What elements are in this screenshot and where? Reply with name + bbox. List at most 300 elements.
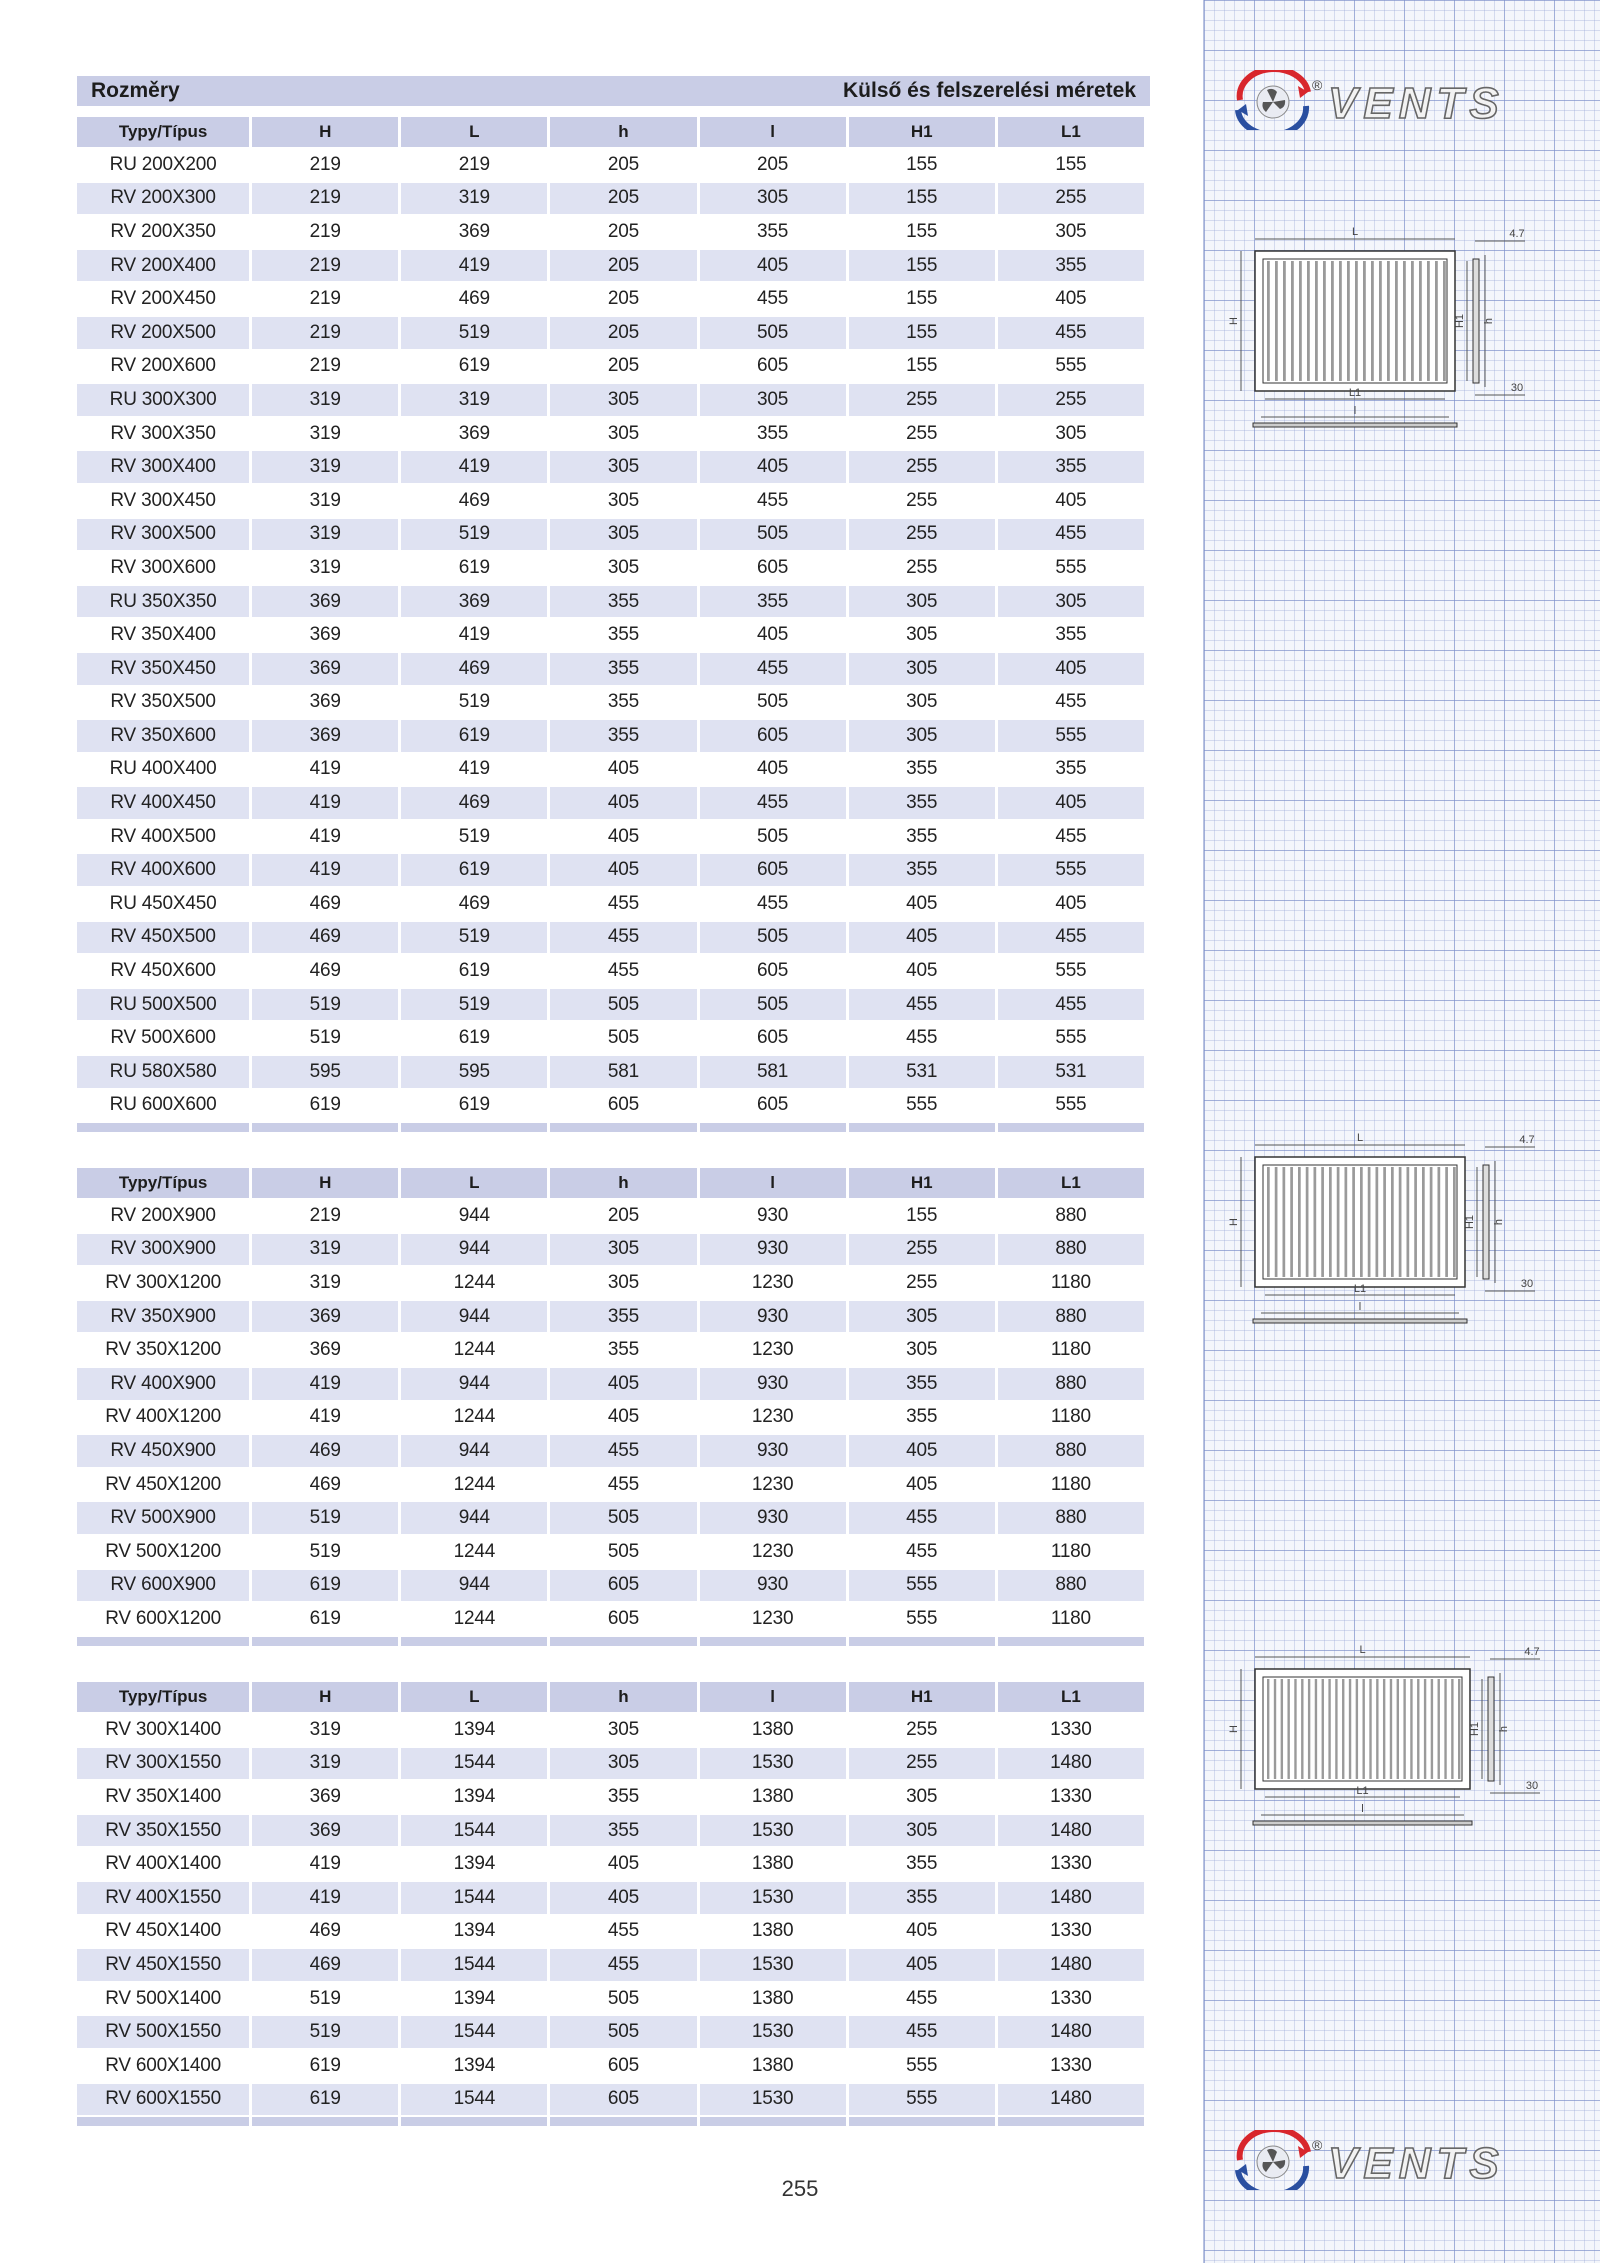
value-cell: 505 xyxy=(700,519,846,551)
table-row xyxy=(77,216,1144,248)
value-cell: 469 xyxy=(309,1473,341,1495)
value-cell: 355 xyxy=(1055,758,1087,780)
dimension-label: L xyxy=(1356,1133,1364,1144)
dimension-label: L1 xyxy=(1353,1283,1367,1295)
model-cell: RV 450X600 xyxy=(110,960,216,982)
table-row xyxy=(77,955,1144,987)
table-row xyxy=(77,1402,1144,1434)
grille-slat xyxy=(1444,1679,1446,1779)
value-cell: 319 xyxy=(309,1271,341,1293)
value-cell: 1480 xyxy=(998,1882,1144,1914)
value-cell: 355 xyxy=(550,1301,696,1333)
value-cell: 605 xyxy=(607,1094,640,1116)
value-cell: 319 xyxy=(309,489,341,511)
value-cell: 944 xyxy=(401,1435,547,1467)
model-cell: RV 300X400 xyxy=(77,451,249,483)
value-cell: 155 xyxy=(906,288,938,310)
brand-wordmark: VENTS xyxy=(1328,2139,1505,2188)
table-row xyxy=(77,687,1144,719)
grille-slat xyxy=(1331,261,1334,381)
value-cell: 1180 xyxy=(1050,1271,1091,1293)
value-cell: 1244 xyxy=(453,1473,496,1495)
value-cell: 1180 xyxy=(1050,1473,1091,1495)
value-cell: 419 xyxy=(252,1368,398,1400)
table-row xyxy=(77,720,1144,752)
value-cell: 305 xyxy=(550,451,696,483)
footer-cell xyxy=(700,2117,846,2126)
value-cell: 455 xyxy=(849,1502,995,1534)
grille-drawing-3 xyxy=(1215,1645,1565,1865)
dimension-label: l xyxy=(1353,405,1357,417)
dimension-label: h xyxy=(1483,317,1495,325)
value-cell: 455 xyxy=(757,892,789,914)
value-cell: 455 xyxy=(998,317,1144,349)
value-cell: 305 xyxy=(1055,220,1087,242)
grille-slat xyxy=(1301,1679,1303,1779)
value-cell: 369 xyxy=(252,1815,398,1847)
value-cell: 405 xyxy=(1055,288,1087,310)
value-cell: 305 xyxy=(849,720,995,752)
value-cell: 455 xyxy=(550,1435,696,1467)
value-cell: 255 xyxy=(849,384,995,416)
value-cell: 605 xyxy=(757,1027,789,1049)
table-row xyxy=(77,250,1144,282)
value-cell: 405 xyxy=(906,892,938,914)
value-cell: 1394 xyxy=(453,1785,496,1807)
table-row xyxy=(77,619,1144,651)
value-cell: 405 xyxy=(757,624,789,646)
dimension-label: 30 xyxy=(1525,1780,1539,1792)
value-cell: 555 xyxy=(1055,1094,1087,1116)
value-cell: 355 xyxy=(607,691,640,713)
value-cell: 531 xyxy=(998,1056,1144,1088)
table-row xyxy=(77,1603,1144,1635)
model-cell: RV 400X450 xyxy=(77,787,249,819)
value-cell: 255 xyxy=(906,556,938,578)
value-cell: 205 xyxy=(607,153,640,175)
footer-cell xyxy=(700,1637,846,1646)
table-header-row xyxy=(77,117,1144,147)
grille-slat xyxy=(1379,261,1382,381)
value-cell: 219 xyxy=(252,317,398,349)
value-cell: 369 xyxy=(252,1301,398,1333)
grille-slat xyxy=(1329,1167,1332,1277)
value-cell: 880 xyxy=(998,1435,1144,1467)
grille-slat xyxy=(1438,1167,1441,1277)
value-cell: 555 xyxy=(998,854,1144,886)
dimension-label: H1 xyxy=(1469,1721,1481,1737)
grille-slat xyxy=(1383,1167,1386,1277)
value-cell: 419 xyxy=(458,624,490,646)
value-cell: 405 xyxy=(550,787,696,819)
value-cell: 355 xyxy=(607,624,640,646)
table-row xyxy=(77,1022,1144,1054)
value-cell: 555 xyxy=(1055,355,1087,377)
dimension-label: h xyxy=(1493,1218,1505,1226)
value-cell: 205 xyxy=(607,220,640,242)
value-cell: 155 xyxy=(906,153,938,175)
value-cell: 355 xyxy=(550,586,696,618)
value-cell: 355 xyxy=(849,1368,995,1400)
value-cell: 455 xyxy=(700,787,846,819)
grille-slat xyxy=(1345,1167,1348,1277)
value-cell: 155 xyxy=(906,1204,938,1226)
model-cell: RU 350X350 xyxy=(77,586,249,618)
value-cell: 405 xyxy=(849,922,995,954)
value-cell: 1530 xyxy=(700,2084,846,2116)
value-cell: 930 xyxy=(700,1368,846,1400)
value-cell: 405 xyxy=(906,1473,938,1495)
dimension-label: L1 xyxy=(1356,1785,1369,1797)
value-cell: 305 xyxy=(849,1301,995,1333)
value-cell: 405 xyxy=(607,1853,640,1875)
footer-cell xyxy=(550,1637,696,1646)
value-cell: 305 xyxy=(849,586,995,618)
value-cell: 369 xyxy=(252,653,398,685)
table-row xyxy=(77,519,1144,551)
grille-slat xyxy=(1411,261,1414,381)
model-cell: RV 600X1550 xyxy=(77,2084,249,2116)
value-cell: 469 xyxy=(309,960,341,982)
grille-slat xyxy=(1403,261,1406,381)
value-cell: 419 xyxy=(309,1406,341,1428)
value-cell: 405 xyxy=(849,1949,995,1981)
value-cell: 1330 xyxy=(1050,1920,1092,1942)
grille-slat xyxy=(1315,1679,1317,1779)
dimension-label: H xyxy=(1228,317,1240,325)
column-header: L xyxy=(401,1682,547,1712)
model-cell: RV 600X900 xyxy=(77,1570,249,1602)
value-cell: 1380 xyxy=(751,1987,794,2009)
value-cell: 355 xyxy=(607,1785,640,1807)
value-cell: 305 xyxy=(607,422,640,444)
value-cell: 1544 xyxy=(401,1949,547,1981)
value-cell: 455 xyxy=(757,288,789,310)
value-cell: 469 xyxy=(309,1920,341,1942)
value-cell: 455 xyxy=(550,922,696,954)
table-row xyxy=(77,1234,1144,1266)
value-cell: 355 xyxy=(757,422,789,444)
value-cell: 1544 xyxy=(401,2016,547,2048)
value-cell: 1394 xyxy=(453,2054,496,2076)
value-cell: 455 xyxy=(849,989,995,1021)
value-cell: 1180 xyxy=(1050,1339,1091,1361)
value-cell: 1480 xyxy=(998,1748,1144,1780)
value-cell: 505 xyxy=(607,1540,640,1562)
table-row xyxy=(77,418,1144,450)
column-header: Typy/Típus xyxy=(77,117,249,147)
column-header: l xyxy=(700,117,846,147)
value-cell: 469 xyxy=(252,1949,398,1981)
value-cell: 1544 xyxy=(401,1748,547,1780)
value-cell: 205 xyxy=(550,183,696,215)
value-cell: 1180 xyxy=(1050,1607,1091,1629)
footer-cell xyxy=(849,1637,995,1646)
dimension-label: H1 xyxy=(1454,313,1466,329)
value-cell: 455 xyxy=(700,653,846,685)
value-cell: 305 xyxy=(550,384,696,416)
table-row xyxy=(77,2050,1144,2082)
footer-cell xyxy=(700,1123,846,1132)
value-cell: 930 xyxy=(700,1301,846,1333)
value-cell: 930 xyxy=(700,1234,846,1266)
grille-slat xyxy=(1275,1167,1278,1277)
model-cell: RV 450X1400 xyxy=(105,1920,221,1942)
grille-slat xyxy=(1267,261,1270,381)
model-cell: RV 300X900 xyxy=(77,1234,249,1266)
grille-slat xyxy=(1371,261,1374,381)
value-cell: 405 xyxy=(700,250,846,282)
model-cell: RV 450X1550 xyxy=(77,1949,249,1981)
value-cell: 1244 xyxy=(453,1271,496,1293)
value-cell: 205 xyxy=(550,250,696,282)
value-cell: 469 xyxy=(309,892,341,914)
value-cell: 555 xyxy=(906,2054,938,2076)
grille-slat xyxy=(1267,1167,1270,1277)
footer-cell xyxy=(401,1637,547,1646)
value-cell: 1330 xyxy=(1050,1987,1092,2009)
grille-slat xyxy=(1291,261,1294,381)
value-cell: 944 xyxy=(401,1234,547,1266)
dimensions-table-3 xyxy=(74,1680,1147,2128)
table-row xyxy=(77,1469,1144,1501)
value-cell: 1230 xyxy=(751,1540,794,1562)
value-cell: 205 xyxy=(757,153,789,175)
grille-slat xyxy=(1328,1679,1330,1779)
value-cell: 619 xyxy=(458,1027,490,1049)
value-cell: 319 xyxy=(309,422,341,444)
table-row xyxy=(77,1916,1144,1948)
value-cell: 1530 xyxy=(700,2016,846,2048)
model-cell: RV 400X1400 xyxy=(105,1853,221,1875)
value-cell: 581 xyxy=(550,1056,696,1088)
value-cell: 1230 xyxy=(751,1473,794,1495)
grille-slat xyxy=(1438,1679,1440,1779)
table-row xyxy=(77,1056,1144,1088)
value-cell: 369 xyxy=(458,220,490,242)
value-cell: 455 xyxy=(607,1920,640,1942)
value-cell: 519 xyxy=(252,1502,398,1534)
value-cell: 455 xyxy=(906,1987,938,2009)
column-header: H1 xyxy=(849,1168,995,1198)
value-cell: 305 xyxy=(550,1748,696,1780)
value-cell: 595 xyxy=(401,1056,547,1088)
value-cell: 319 xyxy=(252,451,398,483)
value-cell: 531 xyxy=(849,1056,995,1088)
dimension-label: h xyxy=(1498,1725,1510,1733)
value-cell: 419 xyxy=(401,451,547,483)
value-cell: 405 xyxy=(998,787,1144,819)
grille-slat xyxy=(1356,1679,1358,1779)
footer-cell xyxy=(401,2117,547,2126)
grille-slat xyxy=(1352,1167,1355,1277)
grille-profile xyxy=(1483,1165,1489,1279)
registered-mark: ® xyxy=(1312,77,1323,93)
value-cell: 355 xyxy=(849,854,995,886)
grille-slat xyxy=(1414,1167,1417,1277)
grille-slat xyxy=(1275,261,1278,381)
value-cell: 205 xyxy=(607,1204,640,1226)
table-row xyxy=(77,1815,1144,1847)
value-cell: 305 xyxy=(849,653,995,685)
value-cell: 505 xyxy=(700,317,846,349)
value-cell: 419 xyxy=(252,1882,398,1914)
value-cell: 1230 xyxy=(751,1607,794,1629)
value-cell: 405 xyxy=(1055,892,1087,914)
column-header: L1 xyxy=(998,1168,1144,1198)
value-cell: 205 xyxy=(607,288,640,310)
table-row xyxy=(77,989,1144,1021)
value-cell: 944 xyxy=(401,1502,547,1534)
column-header: H xyxy=(252,117,398,147)
table-row xyxy=(77,1848,1144,1880)
value-cell: 1330 xyxy=(1050,1718,1092,1740)
grille-slat xyxy=(1315,261,1318,381)
model-cell: RV 600X1400 xyxy=(105,2054,221,2076)
value-cell: 219 xyxy=(309,1204,341,1226)
column-header: H xyxy=(252,1168,398,1198)
grille-profile xyxy=(1488,1677,1494,1781)
value-cell: 519 xyxy=(309,1027,341,1049)
value-cell: 219 xyxy=(309,288,341,310)
grille-slat xyxy=(1407,1167,1410,1277)
table-row xyxy=(77,149,1144,181)
fan-emblem-icon xyxy=(1238,70,1308,130)
value-cell: 555 xyxy=(849,2084,995,2116)
registered-mark: ® xyxy=(1312,2137,1323,2153)
value-cell: 555 xyxy=(1055,960,1087,982)
value-cell: 255 xyxy=(998,384,1144,416)
value-cell: 305 xyxy=(906,691,938,713)
value-cell: 605 xyxy=(607,2054,640,2076)
value-cell: 505 xyxy=(700,989,846,1021)
value-cell: 369 xyxy=(309,691,341,713)
value-cell: 619 xyxy=(309,1094,341,1116)
value-cell: 319 xyxy=(401,384,547,416)
value-cell: 519 xyxy=(252,989,398,1021)
value-cell: 1394 xyxy=(453,1718,496,1740)
table-row xyxy=(77,2016,1144,2048)
table-row xyxy=(77,1301,1144,1333)
grille-slat xyxy=(1369,1679,1371,1779)
grille-slat xyxy=(1422,1167,1425,1277)
brand-wordmark: VENTS xyxy=(1328,79,1505,128)
grille-slat xyxy=(1410,1679,1412,1779)
grille-slat xyxy=(1376,1167,1379,1277)
value-cell: 605 xyxy=(550,1570,696,1602)
value-cell: 369 xyxy=(309,624,341,646)
value-cell: 595 xyxy=(252,1056,398,1088)
table-row xyxy=(77,1334,1144,1366)
table-row xyxy=(77,1502,1144,1534)
value-cell: 319 xyxy=(309,1718,341,1740)
value-cell: 419 xyxy=(458,758,490,780)
value-cell: 355 xyxy=(550,1815,696,1847)
column-header: h xyxy=(550,1168,696,1198)
value-cell: 319 xyxy=(309,556,341,578)
grille-slat xyxy=(1395,261,1398,381)
model-cell: RV 450X900 xyxy=(77,1435,249,1467)
model-cell: RV 300X350 xyxy=(110,422,216,444)
column-header: l xyxy=(700,1168,846,1198)
value-cell: 605 xyxy=(700,720,846,752)
grille-slat xyxy=(1387,261,1390,381)
table-row xyxy=(77,1882,1144,1914)
footer-cell xyxy=(849,2117,995,2126)
table-row xyxy=(77,854,1144,886)
value-cell: 1380 xyxy=(751,1785,794,1807)
column-header: l xyxy=(700,1682,846,1712)
value-cell: 555 xyxy=(849,1570,995,1602)
grille-slat xyxy=(1349,1679,1351,1779)
grille-slat xyxy=(1287,1679,1289,1779)
grille-slat xyxy=(1283,1167,1286,1277)
value-cell: 305 xyxy=(998,586,1144,618)
dimension-label: 4.7 xyxy=(1519,1134,1535,1146)
column-header: Typy/Típus xyxy=(77,1168,249,1198)
value-cell: 155 xyxy=(906,220,938,242)
model-cell: RU 450X450 xyxy=(109,892,217,914)
value-cell: 305 xyxy=(700,183,846,215)
value-cell: 1544 xyxy=(401,2084,547,2116)
value-cell: 619 xyxy=(458,355,490,377)
grille-slat xyxy=(1299,261,1302,381)
value-cell: 519 xyxy=(401,922,547,954)
model-cell: RV 350X600 xyxy=(77,720,249,752)
value-cell: 1394 xyxy=(453,1853,496,1875)
value-cell: 469 xyxy=(458,288,490,310)
model-cell: RV 300X450 xyxy=(110,489,216,511)
value-cell: 305 xyxy=(607,489,640,511)
value-cell: 1480 xyxy=(998,2016,1144,2048)
model-cell: RV 350X900 xyxy=(77,1301,249,1333)
value-cell: 319 xyxy=(252,1748,398,1780)
value-cell: 305 xyxy=(1055,422,1087,444)
dimension-label: 4.7 xyxy=(1524,1646,1540,1658)
value-cell: 1544 xyxy=(401,1815,547,1847)
grille-slat xyxy=(1323,261,1326,381)
model-cell: RV 450X500 xyxy=(77,922,249,954)
section-title-left: Rozměry xyxy=(91,79,180,102)
model-cell: RV 200X500 xyxy=(77,317,249,349)
value-cell: 255 xyxy=(906,489,938,511)
table-row xyxy=(77,1200,1144,1232)
value-cell: 619 xyxy=(309,1607,341,1629)
value-cell: 405 xyxy=(700,451,846,483)
grille-slat xyxy=(1322,1679,1324,1779)
value-cell: 605 xyxy=(550,2084,696,2116)
model-cell: RV 300X1200 xyxy=(105,1271,221,1293)
dimension-label: H1 xyxy=(1464,1214,1476,1230)
value-cell: 1530 xyxy=(700,1949,846,1981)
table-footer-bar xyxy=(77,2117,1144,2126)
grille-slat xyxy=(1337,1167,1340,1277)
value-cell: 455 xyxy=(757,489,789,511)
grille-drawing-1 xyxy=(1215,215,1565,460)
value-cell: 455 xyxy=(607,1473,640,1495)
value-cell: 305 xyxy=(607,1271,640,1293)
value-cell: 930 xyxy=(700,1435,846,1467)
value-cell: 369 xyxy=(252,586,398,618)
dimensions-table-2 xyxy=(74,1166,1147,1648)
grille-slat xyxy=(1419,261,1422,381)
value-cell: 255 xyxy=(998,183,1144,215)
value-cell: 469 xyxy=(401,787,547,819)
value-cell: 305 xyxy=(906,1785,938,1807)
value-cell: 319 xyxy=(252,1234,398,1266)
model-cell: RV 350X500 xyxy=(110,691,216,713)
dimension-label: H xyxy=(1228,1218,1240,1226)
